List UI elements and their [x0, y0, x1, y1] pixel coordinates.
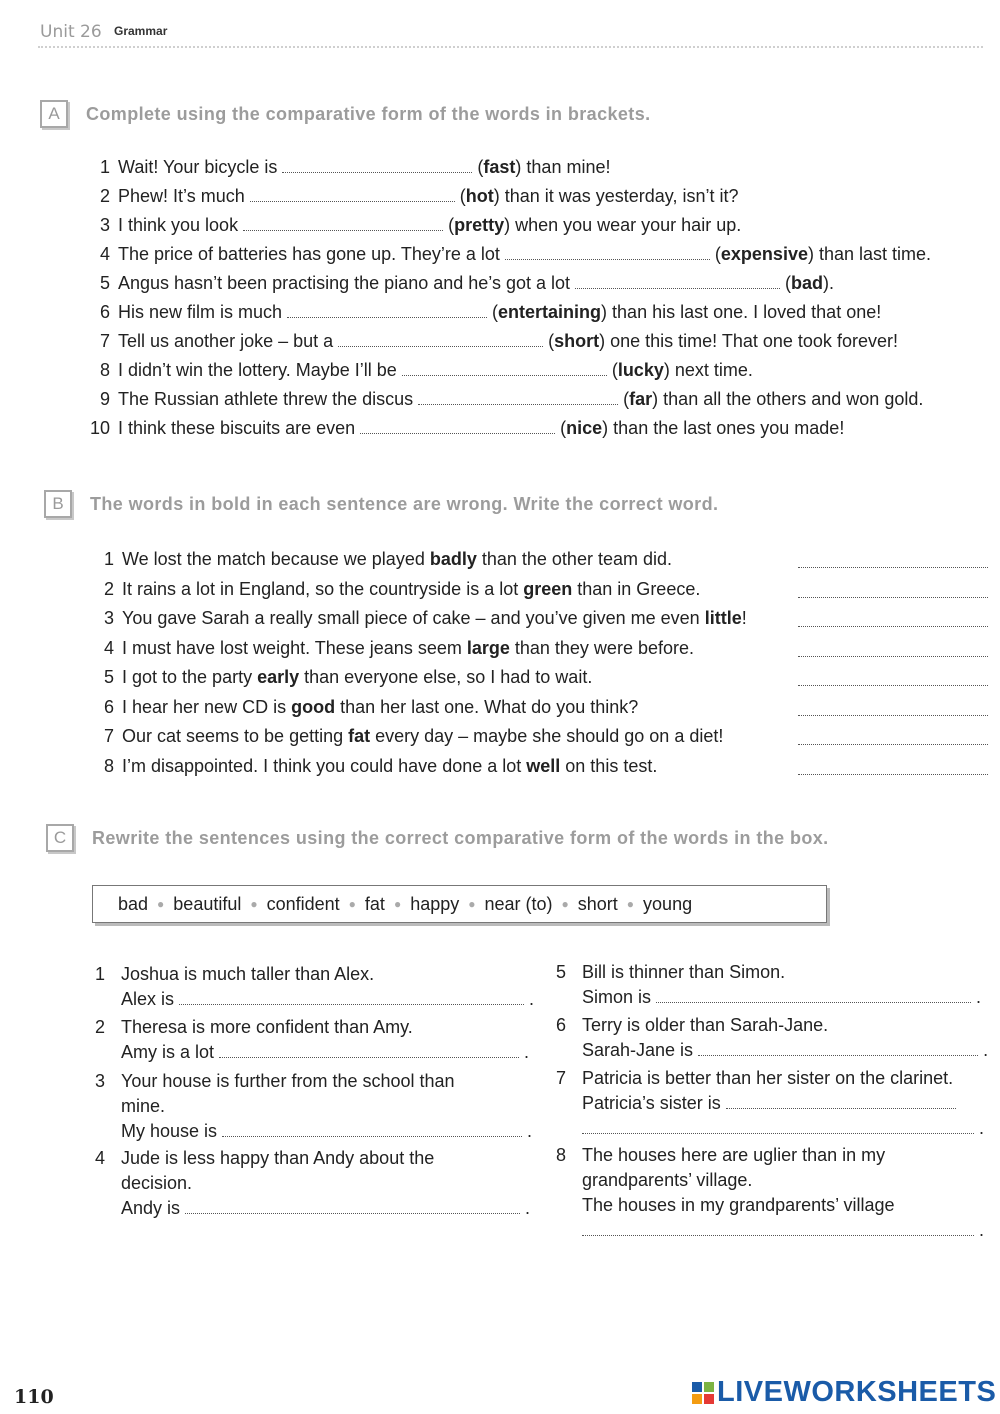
exercise-b-item — [84, 753, 657, 779]
item-answer-line — [582, 1038, 988, 1063]
box-word: happy — [410, 893, 460, 914]
wrong-word: well — [526, 755, 561, 776]
item-sentence: Patricia is better than her sister on the clarinet. — [582, 1068, 954, 1088]
answer-blank[interactable] — [798, 773, 988, 775]
item-text: I think you look — [118, 215, 244, 235]
item-answer-line — [582, 1193, 984, 1218]
item-sentence: Jude is less happy than Andy about the — [121, 1148, 435, 1168]
exercise-a-item — [80, 183, 739, 209]
section-a-instructions: Complete using the comparative form of the words in brackets. — [86, 103, 651, 124]
section-a-heading — [40, 100, 651, 128]
item-number: 5 — [556, 962, 567, 982]
bracket-word: bad — [791, 273, 824, 293]
item-text-end: ) than mine! — [515, 157, 611, 177]
item-text: I’m disappointed. I think you could have done a lot — [122, 755, 527, 776]
section-b-letter: B — [44, 490, 72, 518]
box-word: near (to) — [484, 893, 553, 914]
bullet: ● — [348, 897, 356, 911]
bracket-word: far — [629, 389, 653, 409]
item-number: 6 — [99, 302, 110, 322]
item-text-end: ) than it was yesterday, isn’t it? — [493, 186, 739, 206]
item-text: I must have lost weight. These jeans seem — [122, 637, 467, 658]
item-number: 8 — [556, 1145, 567, 1165]
item-sentence: The houses here are uglier than in my — [582, 1145, 886, 1165]
answer-blank[interactable] — [798, 566, 988, 568]
item-text-end: ) than last time. — [807, 244, 932, 264]
item-text-end: ) than his last one. I loved that one! — [601, 302, 882, 322]
item-text: Angus hasn’t been practising the piano and he’s got a lot — [118, 273, 575, 293]
item-text: Tell us another joke – but a — [118, 331, 339, 351]
item-text-end: ) than the last ones you made! — [602, 418, 845, 438]
item-text: Wait! Your bicycle is — [118, 157, 283, 177]
box-word: young — [643, 893, 693, 914]
exercise-a-item — [80, 357, 753, 383]
answer-blank[interactable] — [656, 987, 971, 1003]
logo-icon — [692, 1382, 714, 1404]
open-bracket: ( — [543, 331, 555, 351]
item-number: 8 — [99, 360, 110, 380]
item-text: The price of batteries has gone up. They’re a lot — [118, 244, 505, 264]
bracket-word: entertaining — [498, 302, 602, 322]
answer-blank[interactable] — [505, 243, 710, 260]
item-number: 1 — [103, 549, 114, 569]
item-text-end: than they were before. — [509, 637, 694, 658]
item-sentence: Terry is older than Sarah-Jane. — [582, 1015, 829, 1035]
item-number: 2 — [103, 578, 114, 599]
item-prompt: Andy is — [121, 1198, 186, 1218]
item-text-end: ) next time. — [663, 360, 753, 380]
item-sentence-cont: grandparents’ village. — [582, 1170, 753, 1190]
item-text-end: ) when you wear your hair up. — [504, 215, 742, 235]
answer-blank[interactable] — [179, 989, 524, 1005]
item-answer-line — [582, 985, 981, 1010]
box-word: short — [577, 893, 618, 914]
section-b-heading — [44, 490, 718, 518]
answer-blank[interactable] — [575, 272, 780, 289]
item-text: Phew! It’s much — [118, 186, 250, 206]
item-number: 1 — [95, 964, 106, 984]
item-text-end: than her last one. What do you think? — [335, 696, 639, 717]
exercise-b-item — [84, 605, 747, 631]
item-answer-line — [582, 1218, 984, 1243]
section-a-letter: A — [40, 100, 68, 128]
item-body — [121, 962, 534, 1012]
item-number: 4 — [95, 1148, 106, 1168]
open-bracket: ( — [454, 186, 466, 206]
item-text: The Russian athlete threw the discus — [118, 389, 419, 409]
bullet: ● — [250, 897, 258, 911]
section-c-letter: C — [46, 824, 74, 852]
exercise-b-item — [84, 723, 723, 749]
open-bracket: ( — [709, 244, 721, 264]
bracket-word: nice — [566, 418, 603, 438]
exercise-b-item — [84, 546, 672, 572]
logo-text: LIVEWORKSHEETS — [717, 1376, 997, 1408]
item-text: We lost the match because we played — [122, 549, 430, 569]
answer-blank[interactable] — [287, 301, 487, 318]
item-text-end: than everyone else, so I had to wait. — [299, 667, 593, 687]
bracket-word: short — [554, 331, 600, 351]
item-prompt: My house is — [121, 1121, 223, 1141]
answer-blank[interactable] — [798, 655, 988, 657]
exercise-c-item — [95, 1146, 531, 1256]
item-text: I hear her new CD is — [122, 696, 292, 717]
box-word: confident — [266, 893, 340, 914]
open-bracket: ( — [606, 360, 618, 380]
item-number: 6 — [103, 696, 114, 717]
exercise-a-item — [80, 241, 931, 267]
item-number: 5 — [103, 667, 114, 687]
item-number: 1 — [99, 157, 110, 177]
bracket-word: fast — [483, 157, 516, 177]
item-answer-line — [582, 1091, 984, 1116]
bullet: ● — [561, 897, 569, 911]
item-text-end: ) one this time! That one took forever! — [599, 331, 898, 351]
item-prompt: Sarah-Jane is — [582, 1040, 699, 1060]
item-prompt: Alex is — [121, 989, 180, 1009]
item-text: You gave Sarah a really small piece of cake – and you’ve given me even — [122, 608, 705, 628]
word-box — [92, 885, 827, 923]
period: . — [519, 1042, 530, 1062]
period: . — [974, 1220, 985, 1240]
bullet: ● — [157, 897, 165, 911]
bullet: ● — [393, 897, 402, 911]
item-number: 6 — [556, 1015, 567, 1035]
exercise-b-item — [84, 635, 694, 661]
answer-blank[interactable] — [250, 185, 455, 202]
item-text-end: ) than all the others and won gold. — [652, 389, 924, 409]
item-sentence-cont: decision. — [121, 1173, 193, 1193]
open-bracket: ( — [472, 157, 484, 177]
section-b-instructions: The words in bold in each sentence are wrong. Write the correct word. — [90, 493, 719, 514]
item-number: 7 — [103, 726, 114, 746]
section-label: Grammar — [114, 24, 168, 38]
bullet: ● — [468, 897, 476, 911]
answer-blank[interactable] — [243, 214, 443, 231]
answer-blank[interactable] — [798, 625, 988, 627]
item-body — [582, 1143, 984, 1243]
item-answer-line — [121, 1196, 530, 1221]
answer-blank[interactable] — [582, 1118, 974, 1134]
item-number: 5 — [99, 273, 110, 293]
unit-label: Unit 26 — [40, 22, 102, 42]
answer-blank[interactable] — [726, 1093, 956, 1109]
item-text: I got to the party — [122, 667, 258, 687]
answer-blank[interactable] — [222, 1121, 522, 1137]
box-word: beautiful — [173, 893, 242, 914]
page-header — [38, 20, 983, 48]
wrong-word: early — [257, 667, 300, 687]
item-prompt: Amy is a lot — [121, 1042, 220, 1062]
item-body — [582, 960, 981, 1010]
item-number: 3 — [103, 608, 114, 628]
bracket-word: pretty — [454, 215, 505, 235]
exercise-c-item — [556, 1143, 985, 1253]
item-prompt: The houses in my grandparents’ village — [582, 1195, 895, 1215]
wrong-word: little — [704, 608, 742, 628]
answer-blank[interactable] — [219, 1042, 519, 1058]
item-number: 8 — [103, 755, 114, 776]
item-number: 3 — [95, 1071, 106, 1091]
item-text: His new film is much — [118, 302, 288, 322]
open-bracket: ( — [618, 389, 630, 409]
period: . — [520, 1198, 531, 1218]
item-prompt: Simon is — [582, 987, 657, 1007]
period: . — [971, 987, 982, 1007]
bracket-word: expensive — [720, 244, 808, 264]
item-text-end: than in Greece. — [572, 578, 701, 599]
item-number: 9 — [99, 389, 110, 409]
item-answer-line — [121, 1040, 529, 1065]
liveworksheets-logo — [692, 1376, 996, 1409]
section-c-heading — [46, 824, 829, 852]
bullet: ● — [626, 897, 635, 911]
item-text-end: than the other team did. — [476, 549, 672, 569]
item-answer-line — [582, 1116, 984, 1141]
wrong-word: green — [523, 578, 573, 599]
item-sentence: Your house is further from the school than — [121, 1071, 455, 1091]
item-number: 10 — [89, 418, 110, 438]
item-text-end: on this test. — [560, 755, 658, 776]
open-bracket: ( — [555, 418, 567, 438]
item-text-end: every day – maybe she should go on a diet! — [370, 726, 724, 746]
item-body — [121, 1069, 532, 1144]
item-number: 7 — [556, 1068, 567, 1088]
answer-blank[interactable] — [360, 417, 555, 434]
open-bracket: ( — [443, 215, 455, 235]
exercise-a-item — [80, 154, 610, 180]
box-word: bad — [118, 893, 149, 914]
item-sentence-cont: mine. — [121, 1096, 166, 1116]
item-number: 3 — [99, 215, 110, 235]
answer-blank[interactable] — [798, 714, 988, 716]
item-body — [121, 1146, 530, 1221]
wrong-word: large — [466, 637, 510, 658]
answer-blank[interactable] — [798, 596, 988, 598]
exercise-b-item — [84, 664, 592, 690]
period: . — [978, 1040, 989, 1060]
exercise-b-item — [84, 694, 638, 720]
wrong-word: badly — [429, 549, 477, 569]
exercise-b-item — [84, 576, 700, 602]
item-number: 2 — [99, 186, 110, 206]
exercise-a-item — [80, 299, 881, 325]
item-prompt: Patricia’s sister is — [582, 1093, 726, 1113]
period: . — [522, 1121, 533, 1141]
item-number: 4 — [99, 244, 110, 264]
item-sentence: Bill is thinner than Simon. — [582, 962, 786, 982]
exercise-a-item — [80, 212, 741, 238]
item-text-end: ). — [823, 273, 835, 293]
item-sentence: Joshua is much taller than Alex. — [121, 964, 375, 984]
item-body — [582, 1066, 984, 1141]
exercise-a-item — [80, 386, 923, 412]
answer-blank[interactable] — [185, 1198, 520, 1214]
answer-blank[interactable] — [418, 388, 618, 405]
box-word: fat — [364, 893, 385, 914]
bracket-word: lucky — [617, 360, 664, 380]
item-text-end: ! — [741, 608, 747, 628]
item-body — [582, 1013, 988, 1063]
answer-blank[interactable] — [582, 1220, 974, 1236]
period: . — [974, 1118, 985, 1138]
item-number: 2 — [95, 1017, 106, 1037]
open-bracket: ( — [487, 302, 499, 322]
wrong-word: good — [291, 696, 336, 717]
exercise-a-item — [80, 328, 898, 354]
exercise-a-item — [80, 270, 834, 296]
item-answer-line — [121, 1119, 532, 1144]
page-number: 110 — [14, 1386, 54, 1408]
exercise-a-item — [80, 415, 844, 441]
item-text: Our cat seems to be getting — [122, 726, 349, 746]
item-text: It rains a lot in England, so the countryside is a lot — [122, 578, 524, 599]
answer-blank[interactable] — [338, 330, 543, 347]
item-number: 7 — [99, 331, 110, 351]
answer-blank[interactable] — [798, 684, 988, 686]
answer-blank[interactable] — [282, 156, 472, 173]
period: . — [524, 989, 535, 1009]
item-text: I didn’t win the lottery. Maybe I’ll be — [118, 360, 402, 380]
answer-blank[interactable] — [698, 1040, 978, 1056]
answer-blank[interactable] — [798, 743, 988, 745]
item-sentence: Theresa is more confident than Amy. — [121, 1017, 413, 1037]
section-c-instructions: Rewrite the sentences using the correct comparative form of the words in the box. — [92, 827, 829, 848]
bracket-word: hot — [465, 186, 494, 206]
item-answer-line — [121, 987, 534, 1012]
open-bracket: ( — [780, 273, 791, 293]
answer-blank[interactable] — [402, 359, 607, 376]
item-body — [121, 1015, 529, 1065]
item-number: 4 — [103, 637, 114, 658]
wrong-word: fat — [348, 726, 371, 746]
item-text: I think these biscuits are even — [118, 418, 361, 438]
